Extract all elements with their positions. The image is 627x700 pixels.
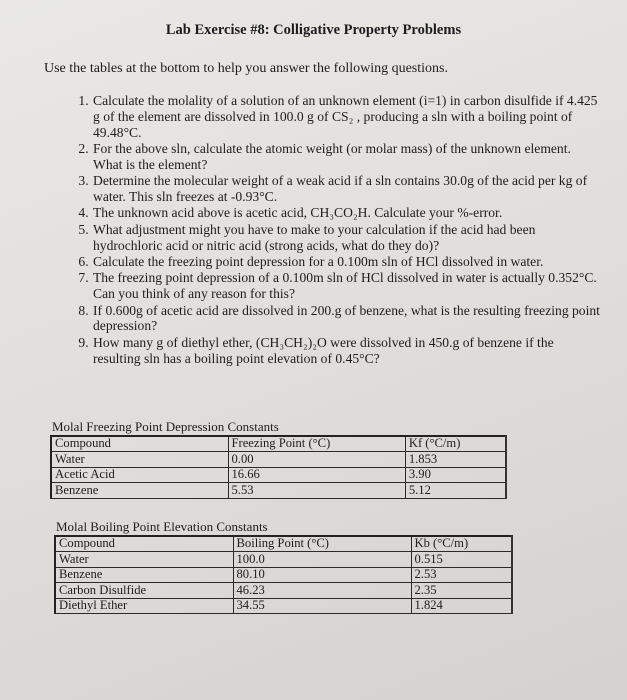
table-cell: 46.23 — [233, 583, 411, 598]
table-cell: Water — [55, 552, 233, 567]
freezing-point-table — [50, 435, 507, 499]
column-header: Boiling Point (°C) — [233, 536, 411, 552]
table-cell: Carbon Disulfide — [55, 583, 233, 598]
table-row — [51, 452, 506, 467]
table-row — [55, 583, 512, 598]
freezing-table-title: Molal Freezing Point Depression Constants — [52, 419, 279, 434]
table-cell: 2.35 — [411, 583, 512, 598]
table-row — [51, 467, 506, 482]
table-cell: 5.12 — [405, 483, 506, 498]
column-header: Freezing Point (°C) — [228, 436, 405, 452]
column-header: Kf (°C/m) — [405, 436, 506, 452]
question-item: 5. What adjustment might you have to make to your calculation if the acid had been hydrochloric acid or nitric acid (strong acids, what do they do)? — [92, 222, 602, 254]
table-cell: 5.53 — [228, 483, 405, 498]
table-cell: 3.90 — [405, 467, 506, 482]
boiling-point-table — [54, 535, 513, 614]
table-cell: 0.00 — [228, 452, 405, 467]
question-item: 2. For the above sln, calculate the atomic weight (or molar mass) of the unknown element. What is the element? — [92, 141, 602, 173]
table-cell: Water — [51, 452, 228, 467]
question-item: 1. Calculate the molality of a solution of an unknown element (i=1) in carbon disulfide if 4.425 g of the element are dissolved in 100.0 g of CS₂ , producing a sln with a boiling point of 49.48°C. — [92, 93, 602, 140]
question-item: 7. The freezing point depression of a 0.100m sln of HCl dissolved in water is actually 0.352°C. Can you think of any reason for this? — [92, 270, 602, 302]
question-list — [58, 93, 602, 367]
table-cell: 1.824 — [411, 598, 512, 613]
table-row — [55, 567, 512, 582]
table-cell: Acetic Acid — [51, 467, 228, 482]
boiling-table-title: Molal Boiling Point Elevation Constants — [56, 519, 268, 534]
question-item: 3. Determine the molecular weight of a weak acid if a sln contains 30.0g of the acid per kg of water. This sln freezes at -0.93°C. — [92, 173, 602, 205]
question-item: 8. If 0.600g of acetic acid are dissolved in 200.g of benzene, what is the resulting freezing point depression? — [92, 303, 602, 335]
table-cell: 80.10 — [233, 567, 411, 582]
column-header: Kb (°C/m) — [411, 536, 512, 552]
column-header: Compound — [55, 536, 233, 552]
question-item: 9. How many g of diethyl ether, (CH₃CH₂)₂O were dissolved in 450.g of benzene if the resulting sln has a boiling point elevation of 0.45°C? — [92, 335, 602, 367]
table-cell: 1.853 — [405, 452, 506, 467]
table-cell: Benzene — [51, 483, 228, 498]
question-item: 4. The unknown acid above is acetic acid, CH₃CO₂H. Calculate your %-error. — [92, 205, 602, 221]
table-row — [55, 598, 512, 613]
table-cell: Diethyl Ether — [55, 598, 233, 613]
table-cell: Benzene — [55, 567, 233, 582]
instructions: Use the tables at the bottom to help you answer the following questions. — [44, 61, 448, 76]
page-title: Lab Exercise #8: Colligative Property Problems — [165, 22, 462, 38]
table-cell: 34.55 — [233, 598, 411, 613]
table-row — [51, 483, 506, 498]
table-cell: 0.515 — [411, 552, 512, 567]
question-item: 6. Calculate the freezing point depression for a 0.100m sln of HCl dissolved in water. — [92, 254, 602, 270]
table-header-row — [51, 436, 506, 452]
table-cell: 100.0 — [233, 552, 411, 567]
table-cell: 16.66 — [228, 467, 405, 482]
table-row — [55, 552, 512, 567]
table-cell: 2.53 — [411, 567, 512, 582]
column-header: Compound — [51, 436, 228, 452]
table-header-row — [55, 536, 512, 552]
